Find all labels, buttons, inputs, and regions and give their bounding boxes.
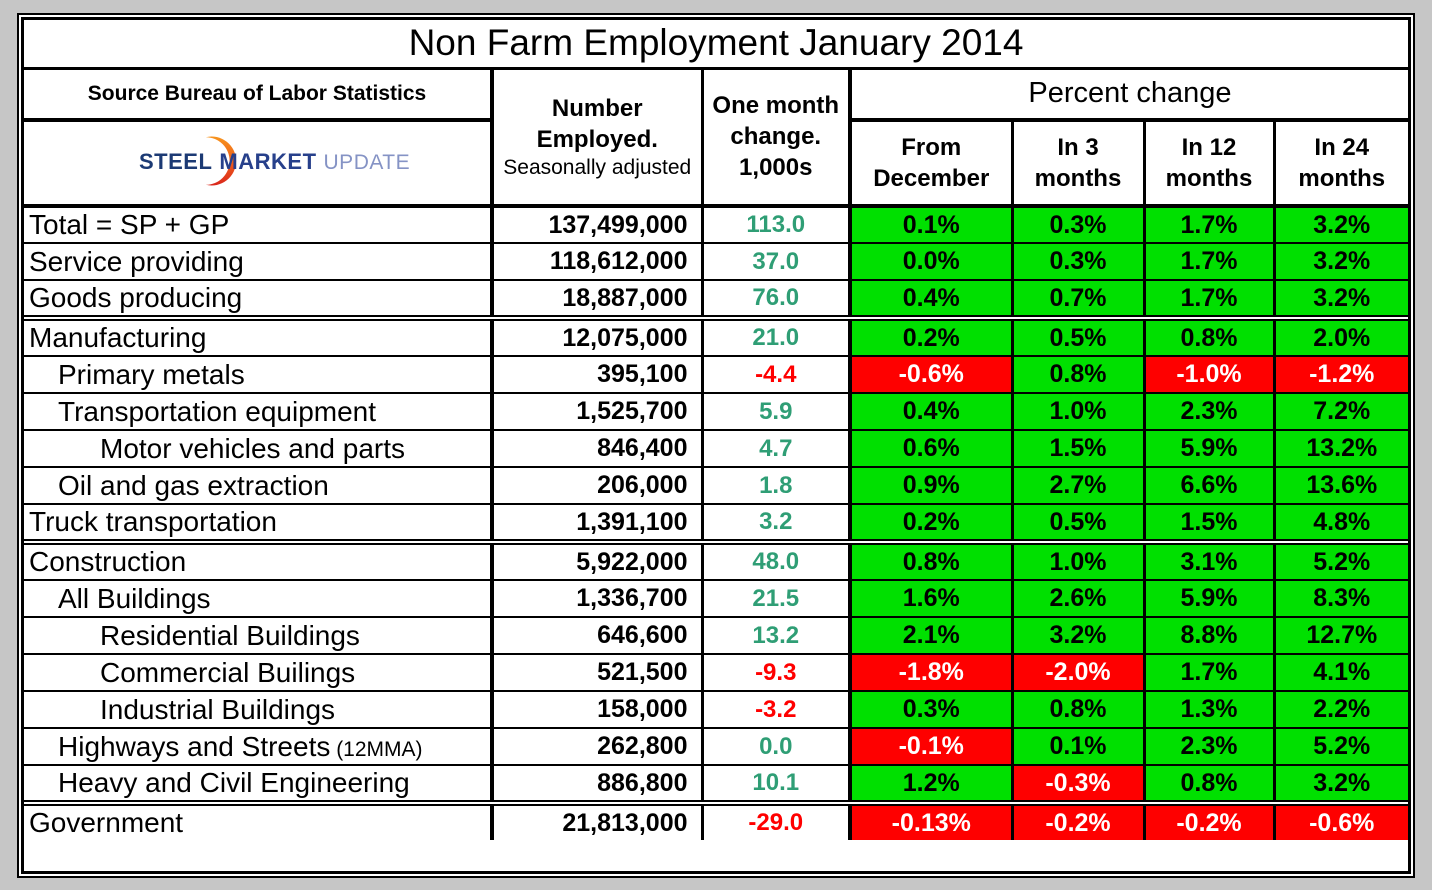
- row-label-cell: [24, 542, 492, 580]
- percent-cell: 13.2%: [1274, 430, 1408, 467]
- change-value: 13.2: [702, 617, 850, 654]
- row-label: Residential Buildings: [100, 619, 360, 651]
- employed-value: 206,000: [492, 467, 702, 504]
- row-label-cell: [24, 280, 492, 318]
- percent-cell: -1.2%: [1274, 356, 1408, 393]
- percent-cell: 0.8%: [1012, 691, 1144, 728]
- row-label-cell: [24, 617, 492, 654]
- employed-value: 886,800: [492, 765, 702, 803]
- employed-value: 12,075,000: [492, 318, 702, 356]
- page-title: Non Farm Employment January 2014: [24, 20, 1408, 68]
- percent-cell: -0.6%: [850, 356, 1012, 393]
- one-month-change-line3: 1,000s: [739, 154, 813, 182]
- percent-cell: 4.1%: [1274, 654, 1408, 691]
- percent-cell: -0.6%: [1274, 803, 1408, 840]
- percent-cell: 2.0%: [1274, 318, 1408, 356]
- percent-cell: -1.8%: [850, 654, 1012, 691]
- change-value: 5.9: [702, 393, 850, 430]
- change-value: 1.8: [702, 467, 850, 504]
- change-value: 21.0: [702, 318, 850, 356]
- change-value: -29.0: [702, 803, 850, 840]
- percent-cell: 2.3%: [1144, 393, 1274, 430]
- row-label-cell: [24, 356, 492, 393]
- percent-cell: 8.8%: [1144, 617, 1274, 654]
- table-row: [24, 617, 1408, 654]
- percent-cell: 8.3%: [1274, 580, 1408, 617]
- percent-cell: 12.7%: [1274, 617, 1408, 654]
- row-label: All Buildings: [58, 582, 211, 614]
- percent-cell: 1.7%: [1144, 654, 1274, 691]
- in-3-months-line1: In 3: [1057, 134, 1099, 161]
- table-row: [24, 504, 1408, 542]
- change-value: 10.1: [702, 765, 850, 803]
- percent-cell: 5.9%: [1144, 580, 1274, 617]
- row-label: Industrial Buildings: [100, 693, 336, 725]
- percent-cell: 1.2%: [850, 765, 1012, 803]
- row-label: Manufacturing: [29, 322, 207, 353]
- row-label-cell: [24, 765, 492, 803]
- employed-value: 262,800: [492, 728, 702, 765]
- percent-cell: 5.2%: [1274, 542, 1408, 580]
- table-row: [24, 728, 1408, 765]
- steel-market-update-logo: [24, 120, 492, 206]
- column-header-in-24-months: [1274, 120, 1408, 206]
- column-header-in-3-months: [1012, 120, 1144, 206]
- percent-cell: 1.3%: [1144, 691, 1274, 728]
- employed-value: 521,500: [492, 654, 702, 691]
- percent-cell: -2.0%: [1012, 654, 1144, 691]
- table-row: [24, 243, 1408, 280]
- percent-cell: 3.2%: [1274, 765, 1408, 803]
- table-inner-border: [21, 17, 1411, 874]
- percent-cell: -0.3%: [1012, 765, 1144, 803]
- percent-cell: 1.7%: [1144, 206, 1274, 243]
- column-header-number-employed: [492, 68, 702, 206]
- row-label: Commercial Builings: [100, 656, 356, 688]
- employed-value: 1,336,700: [492, 580, 702, 617]
- percent-cell: 0.8%: [850, 542, 1012, 580]
- source-label: Source Bureau of Labor Statistics: [24, 68, 492, 120]
- table-row: [24, 356, 1408, 393]
- in-24-months-line2: months: [1298, 165, 1386, 192]
- percent-cell: 0.3%: [1012, 206, 1144, 243]
- percent-cell: 5.9%: [1144, 430, 1274, 467]
- percent-cell: 7.2%: [1274, 393, 1408, 430]
- table-row: [24, 691, 1408, 728]
- percent-cell: 3.2%: [1012, 617, 1144, 654]
- change-value: 3.2: [702, 504, 850, 542]
- row-label: Construction: [29, 546, 187, 577]
- row-label-cell: [24, 467, 492, 504]
- employed-value: 395,100: [492, 356, 702, 393]
- percent-cell: 1.0%: [1012, 393, 1144, 430]
- table-row: [24, 803, 1408, 840]
- percent-cell: -1.0%: [1144, 356, 1274, 393]
- row-label-cell: [24, 318, 492, 356]
- one-month-change-line2: change.: [730, 123, 822, 151]
- employed-value: 646,600: [492, 617, 702, 654]
- percent-cell: 2.7%: [1012, 467, 1144, 504]
- employment-table: [24, 20, 1408, 840]
- row-label-cell: [24, 504, 492, 542]
- percent-cell: 1.0%: [1012, 542, 1144, 580]
- percent-cell: 3.1%: [1144, 542, 1274, 580]
- table-row: [24, 467, 1408, 504]
- row-label-cell: [24, 803, 492, 840]
- percent-cell: 4.8%: [1274, 504, 1408, 542]
- in-3-months-line2: months: [1034, 165, 1122, 192]
- percent-cell: 2.6%: [1012, 580, 1144, 617]
- change-value: 76.0: [702, 280, 850, 318]
- number-employed-line3: Seasonally adjusted: [503, 155, 692, 179]
- row-label: Truck transportation: [29, 506, 277, 537]
- table-row: [24, 393, 1408, 430]
- percent-cell: 0.3%: [850, 691, 1012, 728]
- percent-cell: 0.5%: [1012, 504, 1144, 542]
- table-row: [24, 206, 1408, 243]
- row-label: Heavy and Civil Engineering: [58, 767, 410, 798]
- number-employed-line2: Employed.: [536, 125, 658, 153]
- table-row: [24, 280, 1408, 318]
- percent-cell: 0.2%: [850, 504, 1012, 542]
- row-label-cell: [24, 430, 492, 467]
- percent-cell: 2.2%: [1274, 691, 1408, 728]
- row-label: Highways and Streets: [58, 730, 331, 762]
- logo-word-steel: STEEL: [139, 148, 213, 174]
- percent-cell: 1.5%: [1144, 504, 1274, 542]
- percent-cell: 1.6%: [850, 580, 1012, 617]
- change-value: 113.0: [702, 206, 850, 243]
- row-label-cell: [24, 654, 492, 691]
- employed-value: 158,000: [492, 691, 702, 728]
- table-row: [24, 318, 1408, 356]
- row-label-cell: [24, 206, 492, 243]
- percent-cell: 2.1%: [850, 617, 1012, 654]
- table-frame: [17, 13, 1415, 878]
- employed-value: 118,612,000: [492, 243, 702, 280]
- percent-cell: 3.2%: [1274, 206, 1408, 243]
- percent-cell: 0.8%: [1144, 318, 1274, 356]
- percent-cell: 1.7%: [1144, 280, 1274, 318]
- percent-cell: 0.8%: [1012, 356, 1144, 393]
- percent-cell: 13.6%: [1274, 467, 1408, 504]
- table-body: [24, 206, 1408, 840]
- change-value: 4.7: [702, 430, 850, 467]
- from-december-line1: From: [901, 134, 962, 161]
- percent-cell: 0.5%: [1012, 318, 1144, 356]
- percent-cell: 5.2%: [1274, 728, 1408, 765]
- change-value: 37.0: [702, 243, 850, 280]
- column-header-in-12-months: [1144, 120, 1274, 206]
- row-label: Primary metals: [58, 358, 245, 390]
- change-value: -3.2: [702, 691, 850, 728]
- row-label: Oil and gas extraction: [58, 469, 329, 501]
- row-label: Transportation equipment: [58, 395, 377, 427]
- row-label-cell: [24, 691, 492, 728]
- percent-cell: 0.1%: [850, 206, 1012, 243]
- in-12-months-line1: In 12: [1181, 134, 1237, 161]
- percent-cell: 6.6%: [1144, 467, 1274, 504]
- row-label: Total = SP + GP: [29, 209, 230, 240]
- employed-value: 1,391,100: [492, 504, 702, 542]
- change-value: 21.5: [702, 580, 850, 617]
- row-label: Motor vehicles and parts: [100, 432, 406, 464]
- table-row: [24, 542, 1408, 580]
- row-label: Goods producing: [29, 282, 243, 313]
- one-month-change-line1: One month: [712, 92, 840, 120]
- percent-cell: 0.1%: [1012, 728, 1144, 765]
- change-value: 48.0: [702, 542, 850, 580]
- employed-value: 18,887,000: [492, 280, 702, 318]
- from-december-line2: December: [873, 165, 990, 192]
- percent-cell: -0.2%: [1144, 803, 1274, 840]
- percent-cell: 0.7%: [1012, 280, 1144, 318]
- percent-cell: 3.2%: [1274, 280, 1408, 318]
- row-label-cell: [24, 393, 492, 430]
- table-row: [24, 580, 1408, 617]
- in-12-months-line2: months: [1165, 165, 1253, 192]
- change-value: 0.0: [702, 728, 850, 765]
- percent-cell: 1.7%: [1144, 243, 1274, 280]
- employed-value: 1,525,700: [492, 393, 702, 430]
- percent-cell: 0.8%: [1144, 765, 1274, 803]
- logo-word-market: MARKET: [219, 148, 317, 174]
- percent-cell: 0.9%: [850, 467, 1012, 504]
- percent-cell: 0.6%: [850, 430, 1012, 467]
- table-row: [24, 765, 1408, 803]
- percent-cell: -0.1%: [850, 728, 1012, 765]
- percent-cell: 0.3%: [1012, 243, 1144, 280]
- percent-cell: -0.2%: [1012, 803, 1144, 840]
- in-24-months-line1: In 24: [1314, 134, 1370, 161]
- percent-cell: 0.4%: [850, 280, 1012, 318]
- percent-cell: 2.3%: [1144, 728, 1274, 765]
- percent-cell: 1.5%: [1012, 430, 1144, 467]
- employed-value: 21,813,000: [492, 803, 702, 840]
- percent-cell: 0.0%: [850, 243, 1012, 280]
- table-row: [24, 430, 1408, 467]
- row-label-cell: [24, 243, 492, 280]
- percent-cell: 0.4%: [850, 393, 1012, 430]
- row-label: Government: [29, 807, 184, 838]
- percent-cell: -0.13%: [850, 803, 1012, 840]
- percent-cell: 0.2%: [850, 318, 1012, 356]
- employed-value: 846,400: [492, 430, 702, 467]
- row-label-cell: [24, 580, 492, 617]
- number-employed-line1: Number: [551, 94, 643, 122]
- column-header-one-month-change: [702, 68, 850, 206]
- row-label-note: (12MMA): [330, 737, 423, 761]
- change-value: -4.4: [702, 356, 850, 393]
- row-label: Service providing: [29, 245, 244, 277]
- logo-word-update: UPDATE: [323, 150, 411, 174]
- column-header-from-december: [850, 120, 1012, 206]
- change-value: -9.3: [702, 654, 850, 691]
- employed-value: 5,922,000: [492, 542, 702, 580]
- column-group-percent-change: Percent change: [850, 68, 1408, 120]
- table-row: [24, 654, 1408, 691]
- percent-cell: 3.2%: [1274, 243, 1408, 280]
- employed-value: 137,499,000: [492, 206, 702, 243]
- row-label-cell: [24, 728, 492, 765]
